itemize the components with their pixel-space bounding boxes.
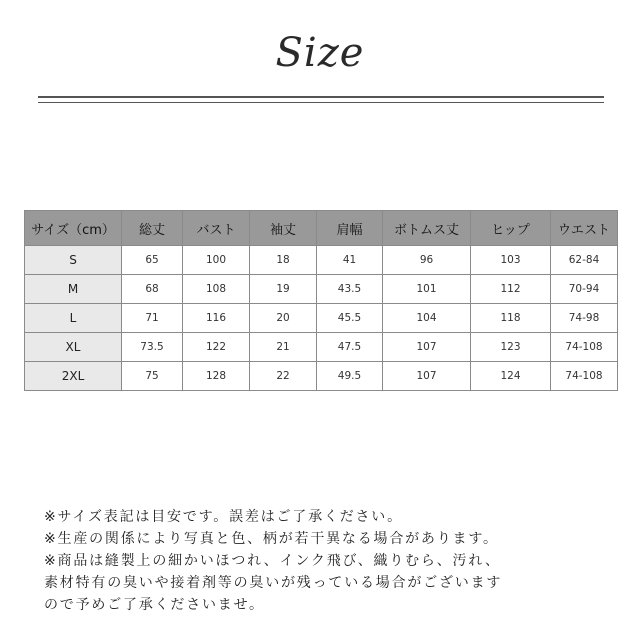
table-cell: 104 [383,304,471,333]
size-label: L [25,304,122,333]
divider-thin [38,102,604,103]
table-cell: 118 [471,304,551,333]
table-cell: 19 [250,275,317,304]
notes [44,506,624,616]
table-cell: 43.5 [317,275,383,304]
header-shoulder-width: 肩幅 [317,211,383,246]
header-bottoms-length: ボトムス丈 [383,211,471,246]
table-row [25,275,618,304]
note-line: ※サイズ表記は目安です。誤差はご了承ください。 [44,509,403,525]
table-cell: 68 [122,275,183,304]
table-cell: 124 [471,362,551,391]
size-table [24,210,618,391]
header-size: サイズ（cm） [25,211,122,246]
note-line: ので予めご了承くださいませ。 [44,597,265,613]
table-cell: 96 [383,246,471,275]
table-cell: 70-94 [551,275,618,304]
note-line: ※商品は縫製上の細かいほつれ、インク飛び、織りむら、汚れ、 [44,553,501,569]
table-cell: 123 [471,333,551,362]
table-cell: 62-84 [551,246,618,275]
table-cell: 100 [183,246,250,275]
note-line: ※生産の関係により写真と色、柄が若干異なる場合があります。 [44,531,499,547]
table-cell: 71 [122,304,183,333]
table-cell: 108 [183,275,250,304]
table-cell: 45.5 [317,304,383,333]
table-cell: 65 [122,246,183,275]
table-cell: 47.5 [317,333,383,362]
size-label: S [25,246,122,275]
header-total-length: 総丈 [122,211,183,246]
table-cell: 75 [122,362,183,391]
table-row [25,362,618,391]
header-waist: ウエスト [551,211,618,246]
header-bust: バスト [183,211,250,246]
table-header-row [25,211,618,246]
table-cell: 128 [183,362,250,391]
table-cell: 49.5 [317,362,383,391]
table-cell: 116 [183,304,250,333]
table-cell: 103 [471,246,551,275]
table-cell: 20 [250,304,317,333]
table-cell: 73.5 [122,333,183,362]
table-cell: 122 [183,333,250,362]
table-cell: 107 [383,362,471,391]
table-cell: 18 [250,246,317,275]
table-cell: 21 [250,333,317,362]
table-row [25,246,618,275]
table-row [25,304,618,333]
size-label: XL [25,333,122,362]
header-sleeve-length: 袖丈 [250,211,317,246]
size-label: M [25,275,122,304]
table-cell: 22 [250,362,317,391]
table-cell: 41 [317,246,383,275]
table-row [25,333,618,362]
divider-thick [38,96,604,98]
header-hip: ヒップ [471,211,551,246]
size-label: 2XL [25,362,122,391]
table-cell: 74-108 [551,362,618,391]
page-title: Size [275,30,365,76]
table-cell: 74-108 [551,333,618,362]
table-cell: 101 [383,275,471,304]
table-cell: 74-98 [551,304,618,333]
note-line: 素材特有の臭いや接着剤等の臭いが残っている場合がございます [44,575,503,591]
table-cell: 107 [383,333,471,362]
table-cell: 112 [471,275,551,304]
